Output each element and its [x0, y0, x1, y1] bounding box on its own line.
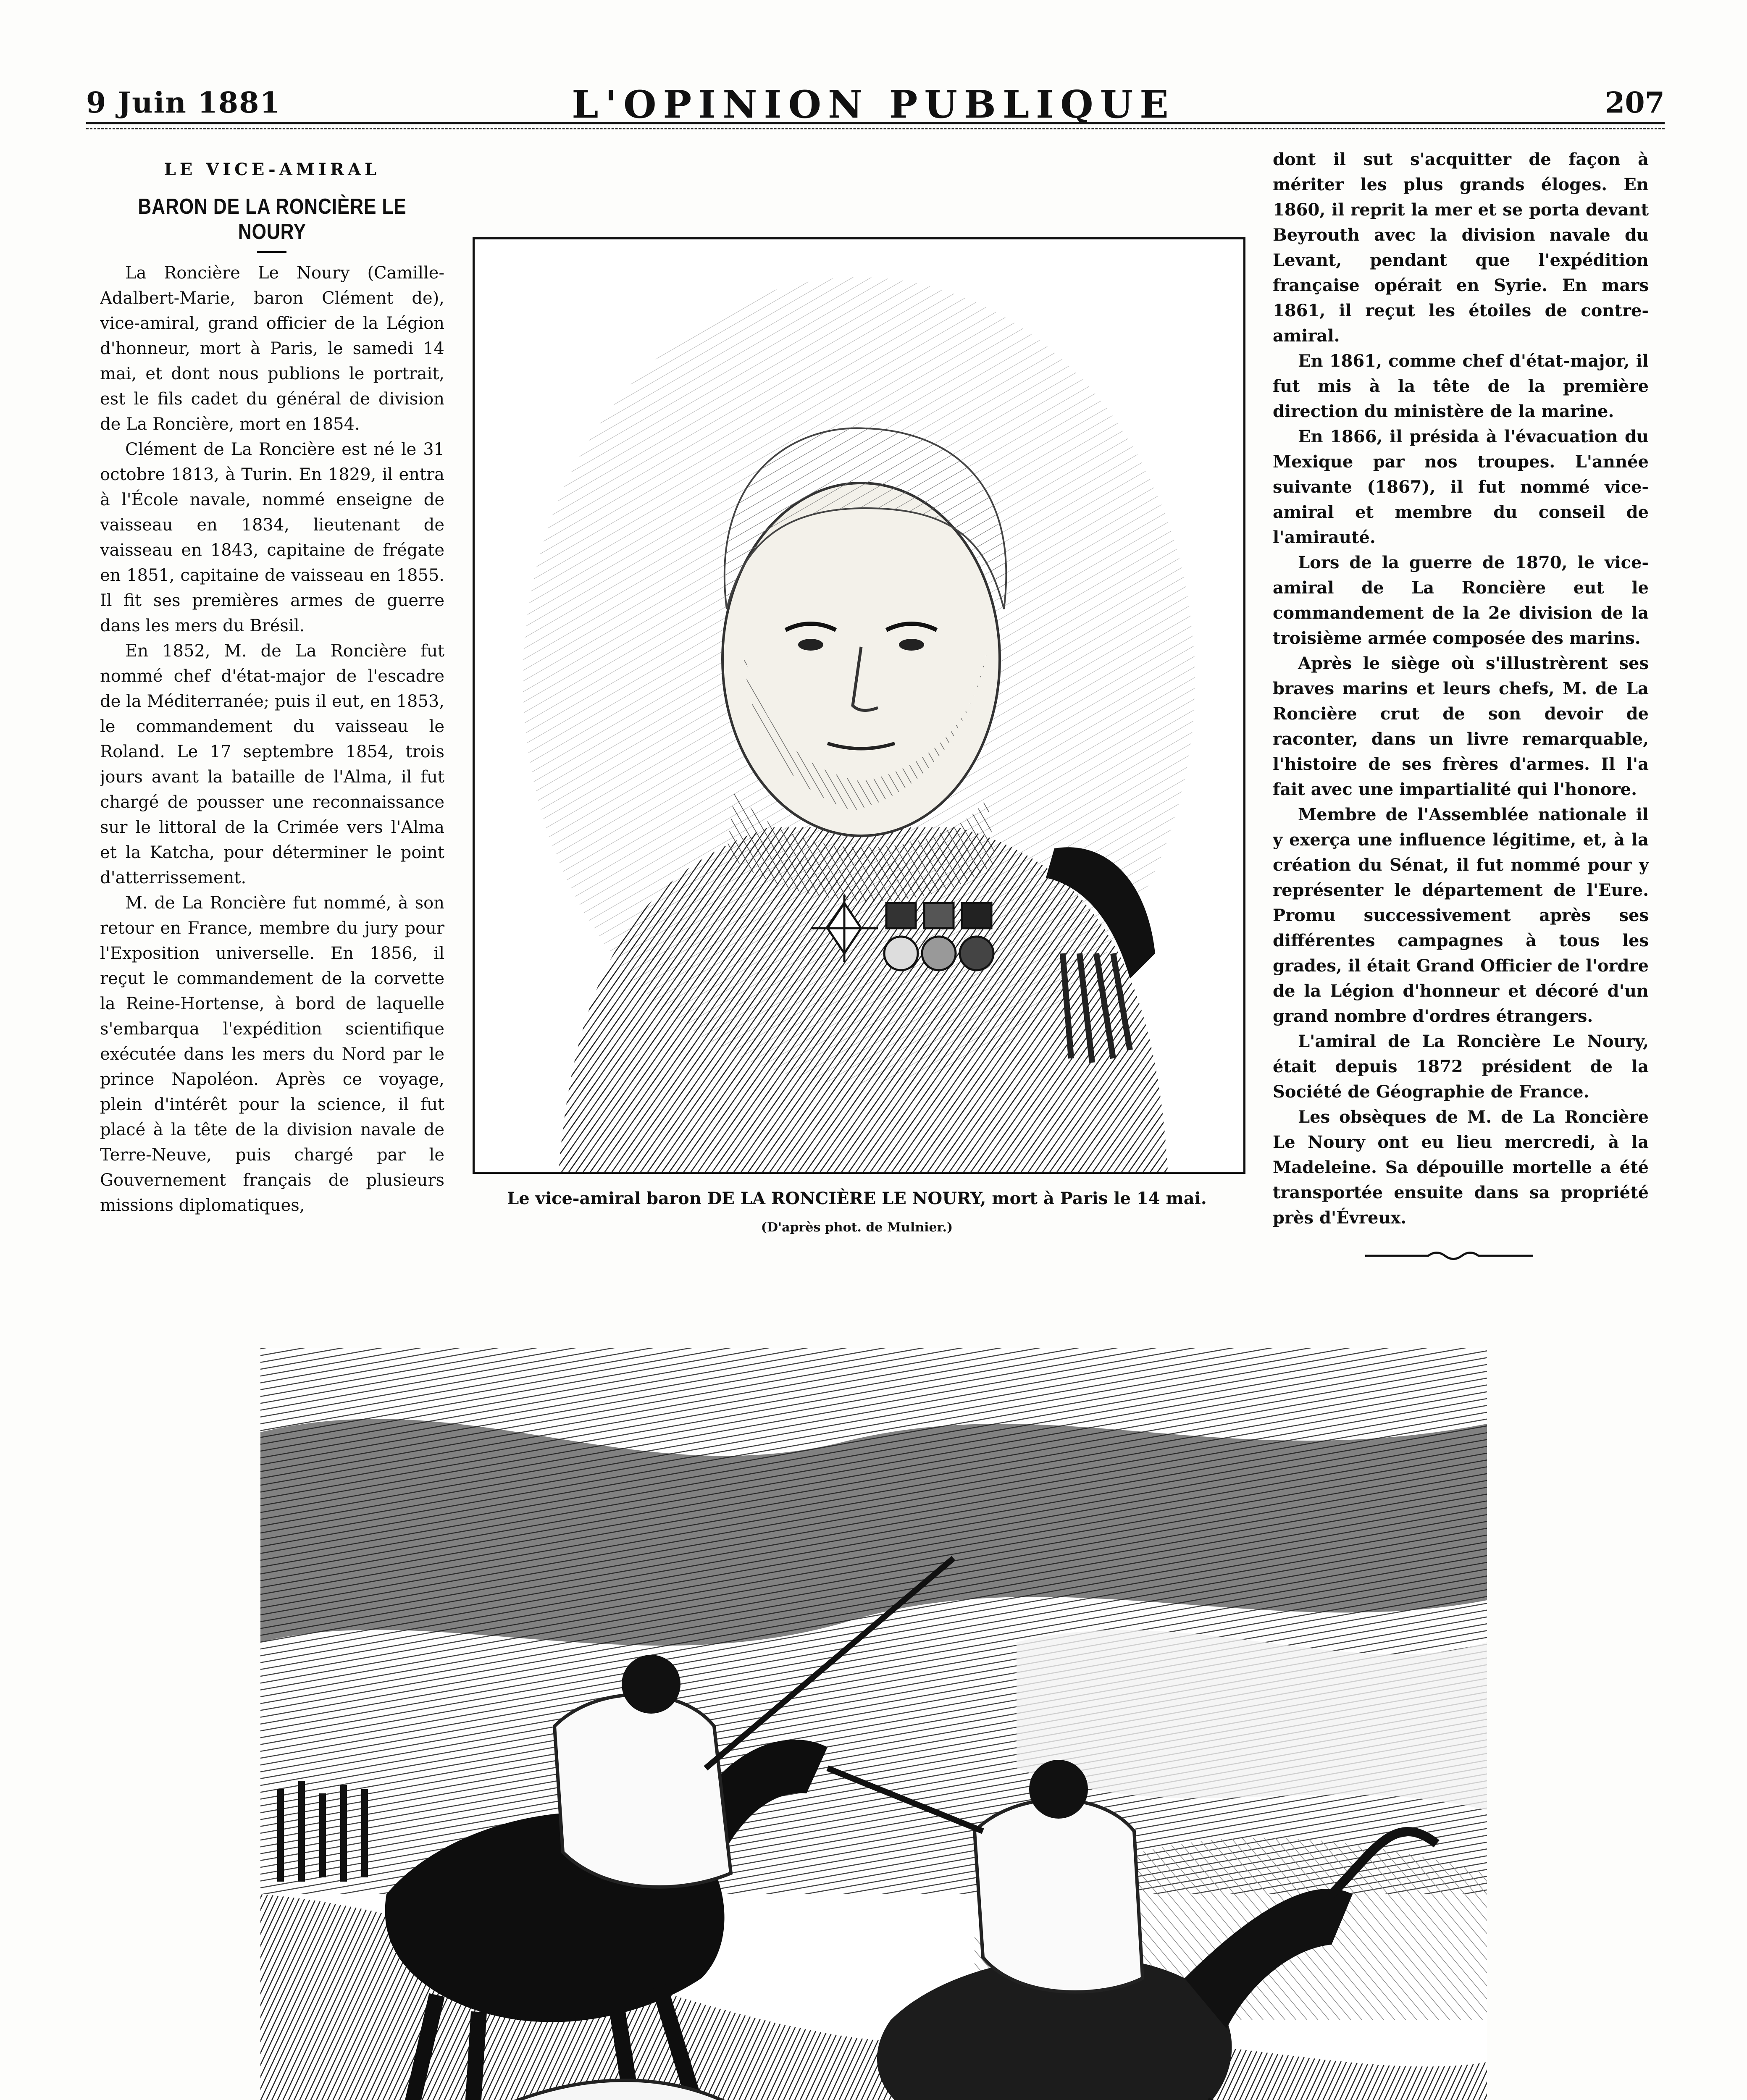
- article-paragraph: Les obsèques de M. de La Roncière Le Noury ont eu lieu mercredi, à la Madeleine. Sa dépouille mortelle a été transportée ensuite dans sa propriété près d'Évreux.: [1273, 1107, 1649, 1228]
- article-column-left: [100, 260, 444, 1252]
- issue-date: 9 Juin 1881: [86, 86, 281, 120]
- article-column-right: [1273, 147, 1649, 1247]
- end-of-article-ornament: [1365, 1250, 1533, 1262]
- article-paragraph: M. de La Roncière fut nommé, à son retour en France, membre du jury pour l'Exposition universelle. En 1856, il reçut le commandement de la corvette la Reine-Hortense, à bord de laquelle s'embarqua l'expédition scientifique exécutée dans les mers du Nord par le prince Napoléon. Après ce voyage, plein d'intérêt pour la science, il fut placé à la tête de la division navale de Terre-Neuve, puis chargé par le Gouvernement français de plusieurs missions diplomatiques,: [100, 893, 444, 1215]
- masthead-rule-dashed: [86, 128, 1665, 129]
- page-number: 207: [1605, 86, 1665, 120]
- article-paragraph: Lors de la guerre de 1870, le vice-amiral de La Roncière eut le commandement de la 2e division de la troisième armée composée des marins.: [1273, 553, 1649, 648]
- article-paragraph: Clément de La Roncière est né le 31 octobre 1813, à Turin. En 1829, il entra à l'École navale, nommé enseigne de vaisseau en 1834, lieutenant de vaisseau en 1843, capitaine de frégate en 1851, capitaine de vaisseau en 1855. Il fit ses premières armes de guerre dans les mers du Brésil.: [100, 440, 444, 635]
- article-paragraph: Après le siège où s'illustrèrent ses braves marins et leurs chefs, M. de La Roncière crut de son devoir de raconter, dans un livre remarquable, l'histoire de ses frères d'armes. Il l'a fait avec une impartialité qui l'honore.: [1273, 654, 1649, 799]
- article-paragraph: Membre de l'Assemblée nationale il y exerça une influence légitime, et, à la création du Sénat, il fut nommé pour y représenter le département de l'Eure. Promu successivement après ses différentes campagnes à tous les grades, il était Grand Officier de l'ordre de la Légion d'honneur et décoré d'un grand nombre d'ordres étrangers.: [1273, 805, 1649, 1026]
- newspaper-title: L'OPINION PUBLIQUE: [572, 82, 1175, 127]
- portrait-caption: Le vice-amiral baron DE LA RONCIÈRE LE NOURY, mort à Paris le 14 mai.: [507, 1189, 1207, 1208]
- portrait-engraving: [473, 237, 1245, 1174]
- headline-separator: [257, 251, 286, 253]
- masthead-rule: [86, 122, 1665, 124]
- battle-engraving: [260, 1348, 1487, 2100]
- article-paragraph: dont il sut s'acquitter de façon à mériter les plus grands éloges. En 1860, il reprit la mer et se porta devant Beyrouth avec la division navale du Levant, pendant que l'expédition française opérait en Syrie. En mars 1861, il reçut les étoiles de contre-amiral.: [1273, 150, 1649, 346]
- article-paragraph: En 1852, M. de La Roncière fut nommé chef d'état-major de l'escadre de la Méditerranée; puis il eut, en 1853, le commandement du vaisseau le Roland. Le 17 septembre 1854, trois jours avant la bataille de l'Alma, il fut chargé de pousser une reconnaissance sur le littoral de la Crimée vers l'Alma et la Katcha, pour déterminer le point d'atterrissement.: [100, 641, 444, 887]
- article-kicker: LE VICE-AMIRAL: [164, 160, 381, 179]
- battle-illustration: [260, 1348, 1487, 2100]
- portrait-photo-credit: (D'après phot. de Mulnier.): [761, 1220, 953, 1235]
- article-headline: BARON DE LA RONCIÈRE LE NOURY: [138, 194, 407, 244]
- article-paragraph: En 1866, il présida à l'évacuation du Mexique par nos troupes. L'année suivante (1867), il fut nommé vice-amiral et membre du conseil de l'amirauté.: [1273, 427, 1649, 547]
- article-paragraph: En 1861, comme chef d'état-major, il fut mis à la tête de la première direction du ministère de la marine.: [1273, 351, 1649, 421]
- portrait-illustration: [475, 239, 1243, 1172]
- article-paragraph: L'amiral de La Roncière Le Noury, était depuis 1872 président de la Société de Géographie de France.: [1273, 1032, 1649, 1102]
- article-paragraph: La Roncière Le Noury (Camille-Adalbert-Marie, baron Clément de), vice-amiral, grand officier de la Légion d'honneur, mort à Paris, le samedi 14 mai, et dont nous publions le portrait, est le fils cadet du général de division de La Roncière, mort en 1854.: [100, 263, 444, 434]
